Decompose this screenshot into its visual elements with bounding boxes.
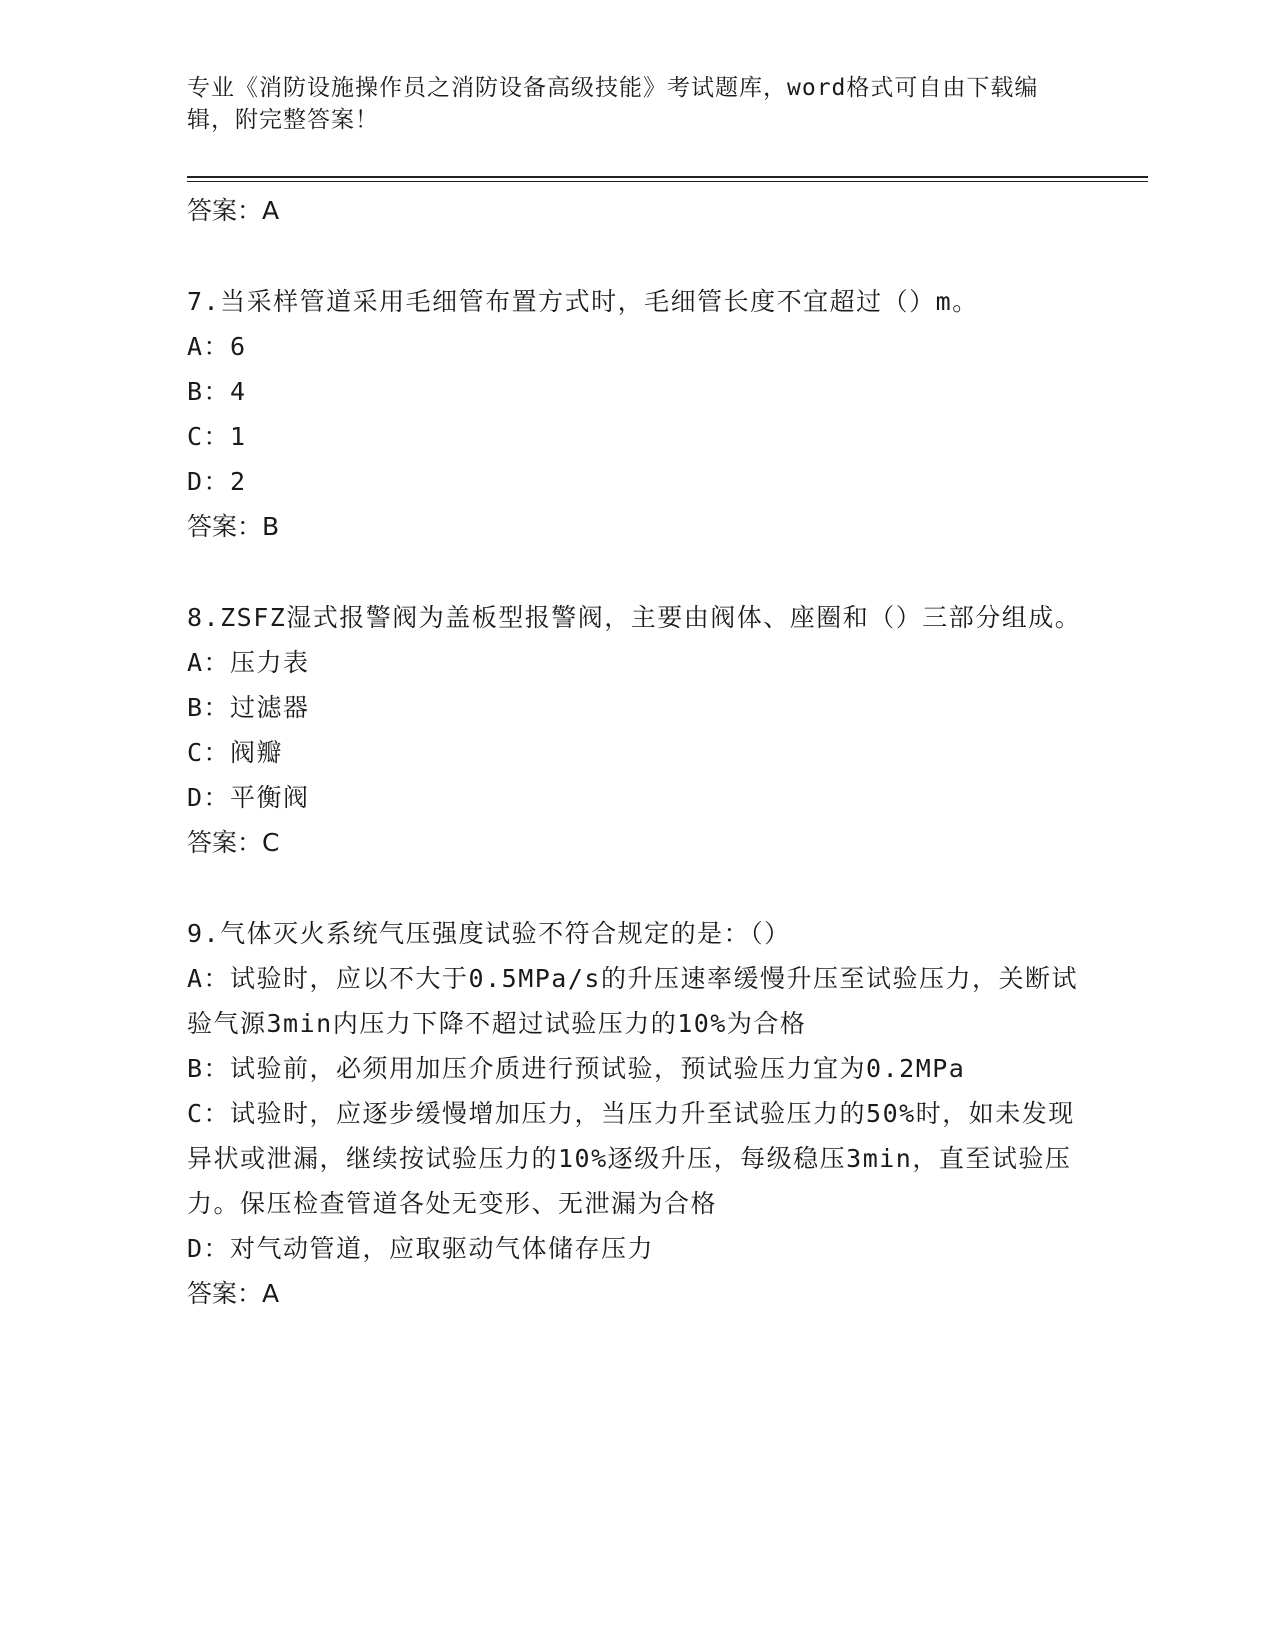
- option-b: B：过滤器: [187, 693, 310, 722]
- question-text: 9.气体灭火系统气压强度试验不符合规定的是：（）: [187, 919, 791, 948]
- answer-line: 答案：C: [187, 828, 280, 857]
- option-c: C：阀瓣: [187, 738, 284, 767]
- question-7: [187, 279, 1087, 549]
- question-list: [187, 188, 1087, 1316]
- document-header: 专业《消防设施操作员之消防设备高级技能》考试题库，word格式可自由下载编辑，附完整答案！: [187, 75, 1039, 133]
- option-b: B：4: [187, 377, 247, 406]
- option-c: C：试验时，应逐步缓慢增加压力，当压力升至试验压力的50%时，如未发现异状或泄漏，继续按试验压力的10%逐级升压，每级稳压3min，直至试验压力。保压检查管道各处无变形、无泄漏为合格: [187, 1099, 1075, 1218]
- question-text: 7.当采样管道采用毛细管布置方式时，毛细管长度不宜超过（）m。: [187, 287, 979, 316]
- header-divider-thick: [187, 176, 1148, 178]
- option-b: B：试验前，必须用加压介质进行预试验，预试验压力宜为0.2MPa: [187, 1054, 966, 1083]
- answer-line: 答案：A: [187, 196, 280, 225]
- answer-line: 答案：A: [187, 1279, 280, 1308]
- option-d: D：对气动管道，应取驱动气体储存压力: [187, 1234, 655, 1263]
- question-text: 8.ZSFZ湿式报警阀为盖板型报警阀，主要由阀体、座圈和（）三部分组成。: [187, 603, 1082, 632]
- option-d: D：平衡阀: [187, 783, 310, 812]
- option-a: A：6: [187, 332, 247, 361]
- option-d: D：2: [187, 467, 247, 496]
- question-9: [187, 911, 1087, 1316]
- option-a: A：压力表: [187, 648, 310, 677]
- question-8: [187, 595, 1087, 865]
- option-a: A：试验时，应以不大于0.5MPa/s的升压速率缓慢升压至试验压力，关断试验气源3min内压力下降不超过试验压力的10%为合格: [187, 964, 1078, 1038]
- option-c: C：1: [187, 422, 247, 451]
- header-divider-thin: [187, 181, 1148, 182]
- answer-line: 答案：B: [187, 512, 280, 541]
